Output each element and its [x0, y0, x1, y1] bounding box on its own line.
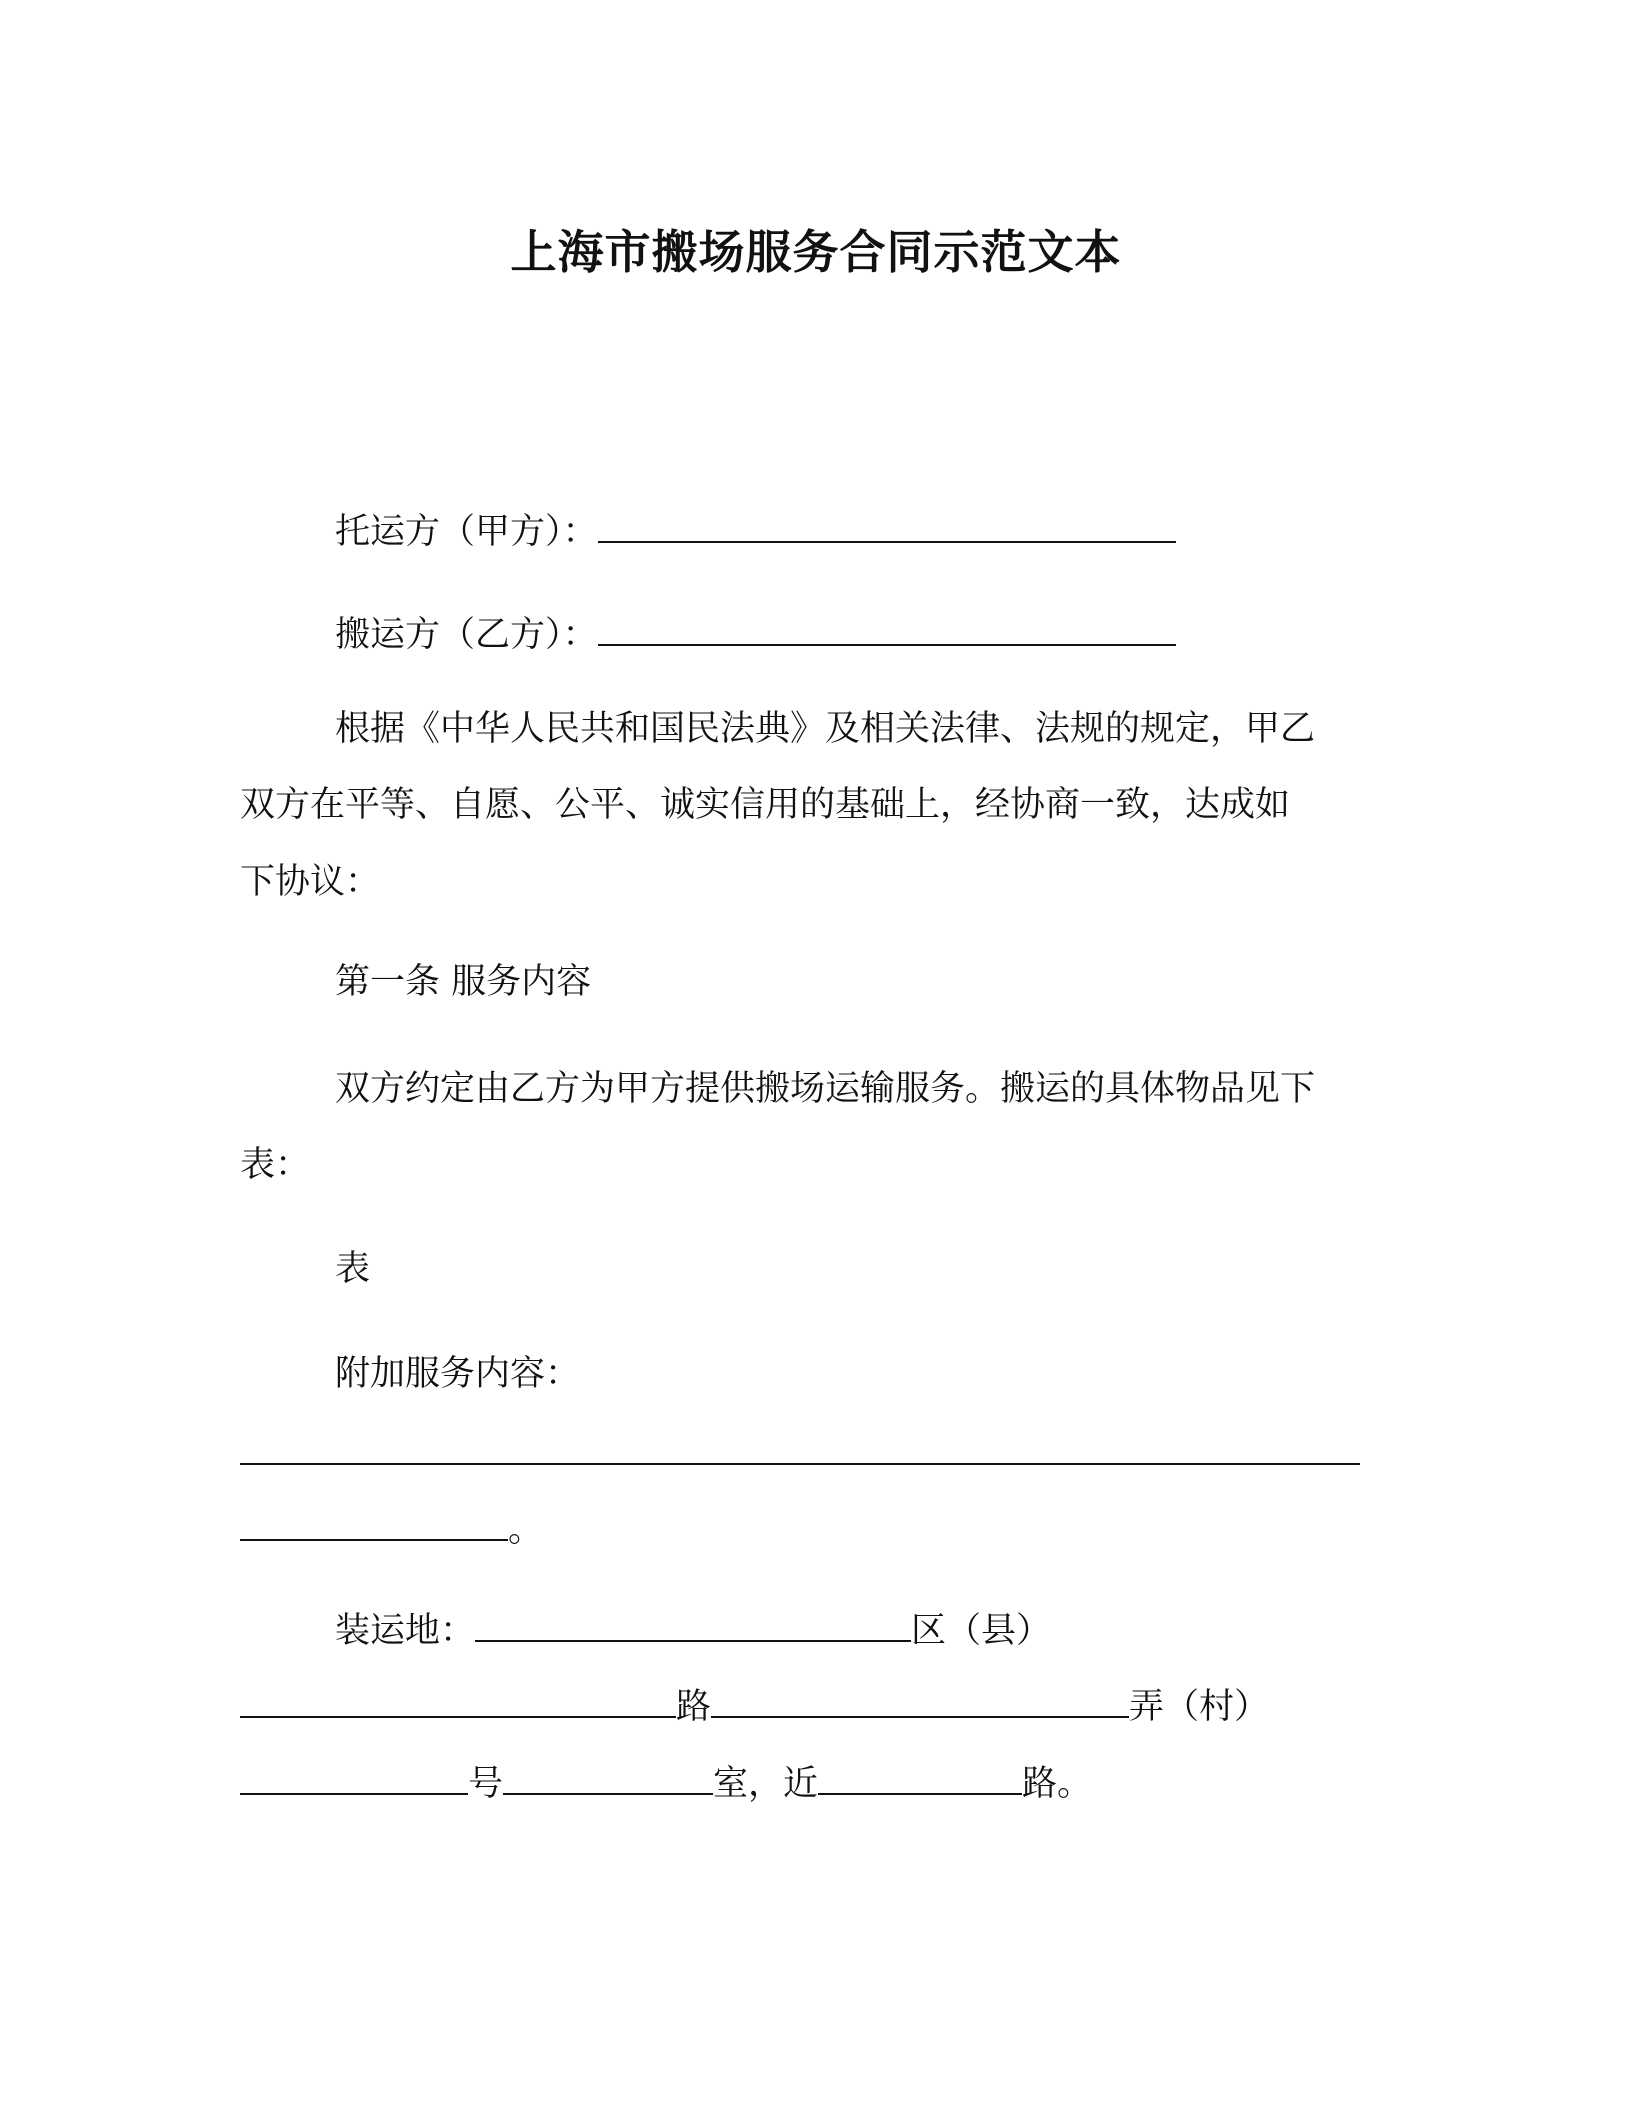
loading-address-line-3 [240, 1757, 1092, 1808]
lane-label: 弄（村） [1129, 1687, 1270, 1727]
article1-line-1: 双方约定由乙方为甲方提供搬场运输服务。搬运的具体物品见下 [335, 1069, 1316, 1109]
party-b-label: 搬运方（乙方）： [335, 615, 598, 655]
party-b-blank[interactable] [598, 608, 1176, 646]
party-a-line [335, 505, 1176, 556]
period: 。 [508, 1510, 544, 1550]
party-a-blank[interactable] [598, 505, 1176, 543]
party-b-line [335, 608, 1176, 659]
table-label: 表 [335, 1249, 371, 1289]
additional-services-label: 附加服务内容： [335, 1354, 581, 1394]
additional-services-blank-2[interactable] [240, 1503, 508, 1541]
loading-address-line-1 [335, 1604, 1051, 1655]
document-title: 上海市搬场服务合同示范文本 [510, 225, 1122, 279]
additional-services-blank-1[interactable] [240, 1427, 1360, 1465]
room-blank[interactable] [503, 1757, 713, 1795]
additional-services-blank-line-2 [240, 1503, 543, 1554]
near-road-blank[interactable] [818, 1757, 1022, 1795]
district-blank[interactable] [475, 1604, 911, 1642]
article1-heading: 第一条 服务内容 [335, 962, 592, 1002]
number-blank[interactable] [240, 1757, 468, 1795]
party-a-label: 托运方（甲方）： [335, 512, 598, 552]
road-label: 路 [676, 1687, 712, 1727]
article1-line-2: 表： [240, 1145, 311, 1185]
additional-services-blank-line-1 [240, 1427, 1360, 1478]
district-label: 区（县） [911, 1611, 1052, 1651]
preamble-line-2: 双方在平等、自愿、公平、诚实信用的基础上，经协商一致，达成如 [240, 785, 1291, 825]
road-blank[interactable] [240, 1680, 676, 1718]
number-label: 号 [468, 1764, 504, 1804]
preamble-line-1: 根据《中华人民共和国民法典》及相关法律、法规的规定，甲乙 [335, 709, 1316, 749]
room-label: 室，近 [713, 1764, 819, 1804]
preamble-line-3: 下协议： [240, 862, 381, 902]
loading-address-line-2 [240, 1680, 1269, 1731]
loading-label: 装运地： [335, 1611, 476, 1651]
road-end-label: 路。 [1022, 1764, 1093, 1804]
lane-blank[interactable] [711, 1680, 1129, 1718]
